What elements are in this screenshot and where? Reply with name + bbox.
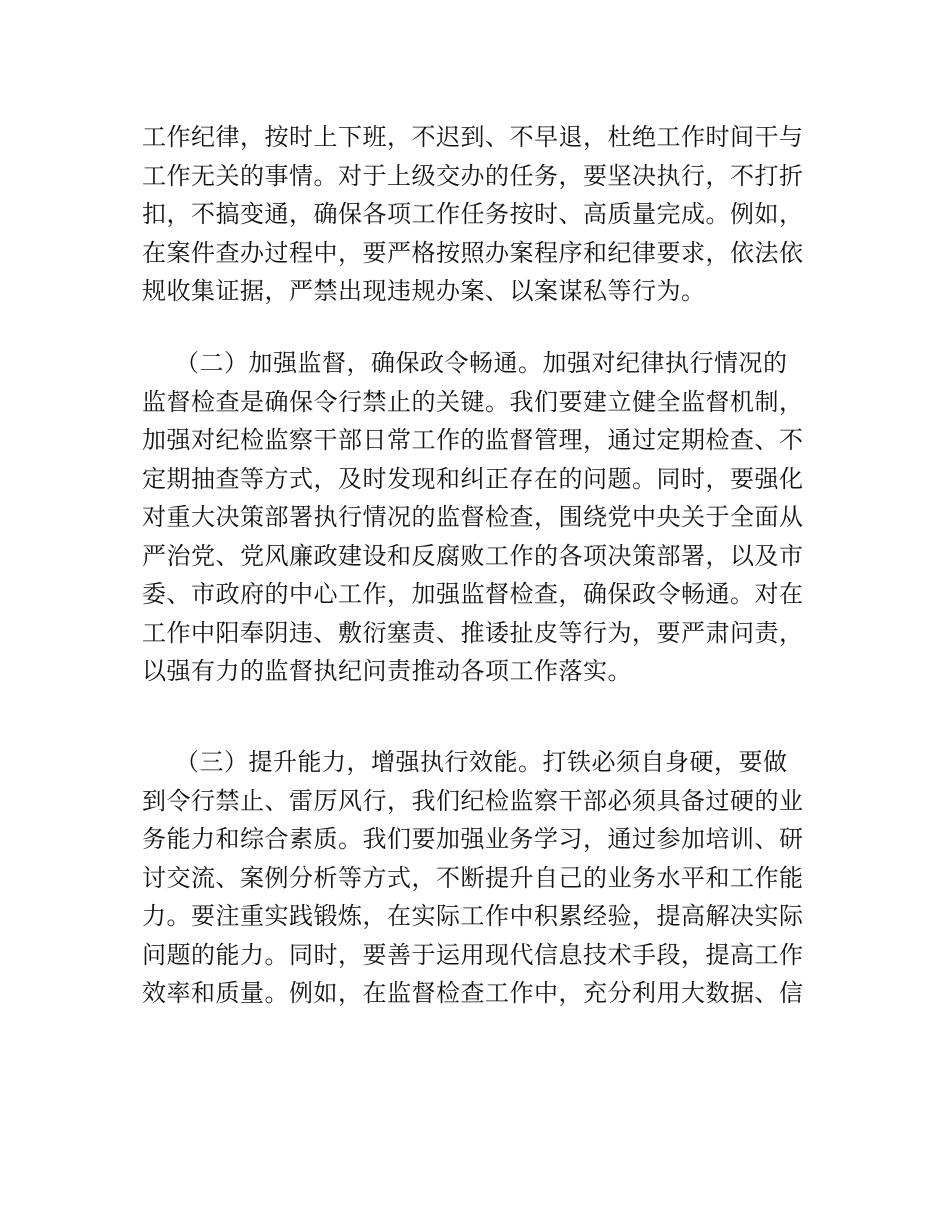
text-line: 以强有力的监督执纪问责推动各项工作落实。 [142, 657, 632, 685]
text-line: 定期抽查等方式，及时发现和纠正存在的问题。同时，要强化 [142, 464, 804, 493]
paragraph-work-discipline [142, 118, 822, 311]
text-line: 问题的能力。同时，要善于运用现代信息技术手段，提高工作 [142, 940, 804, 969]
text-line: 委、市政府的中心工作，加强监督检查，确保政令畅通。对在 [142, 580, 804, 608]
text-line: 规收集证据，严禁出现违规办案、以案谋私等行为。 [142, 277, 706, 305]
paragraph-strengthen-supervision [142, 344, 822, 691]
text-line: 扣，不搞变通，确保各项工作任务按时、高质量完成。例如， [142, 200, 804, 228]
text-line: 讨交流、案例分析等方式，不断提升自己的业务水平和工作能 [142, 863, 804, 892]
text-line: （三）提升能力，增强执行效能。打铁必须自身硬，要做 [175, 748, 788, 776]
paragraph-improve-capability [142, 743, 822, 1013]
text-line: 监督检查是确保令行禁止的关键。我们要建立健全监督机制， [142, 387, 804, 416]
text-line: 力。要注重实践锻炼，在实际工作中积累经验，提高解决实际 [142, 902, 804, 930]
text-line: 工作无关的事情。对于上级交办的任务，要坚决执行，不打折 [142, 161, 804, 190]
text-line: 务能力和综合素质。我们要加强业务学习，通过参加培训、研 [142, 825, 804, 853]
text-line: （二）加强监督，确保政令畅通。加强对纪律执行情况的 [175, 349, 788, 377]
text-line: 到令行禁止、雷厉风行，我们纪检监察干部必须具备过硬的业 [142, 786, 804, 815]
text-line: 工作中阳奉阴违、敷衍塞责、推诿扯皮等行为，要严肃问责， [142, 618, 804, 647]
text-line: 在案件查办过程中，要严格按照办案程序和纪律要求，依法依 [142, 238, 804, 267]
text-line: 工作纪律，按时上下班，不迟到、不早退，杜绝工作时间干与 [142, 123, 804, 151]
text-line: 严治党、党风廉政建设和反腐败工作的各项决策部署，以及市 [142, 541, 804, 570]
text-line: 效率和质量。例如，在监督检查工作中，充分利用大数据、信 [142, 979, 804, 1007]
text-line: 加强对纪检监察干部日常工作的监督管理，通过定期检查、不 [142, 426, 804, 454]
text-line: 对重大决策部署执行情况的监督检查，围绕党中央关于全面从 [142, 503, 804, 531]
